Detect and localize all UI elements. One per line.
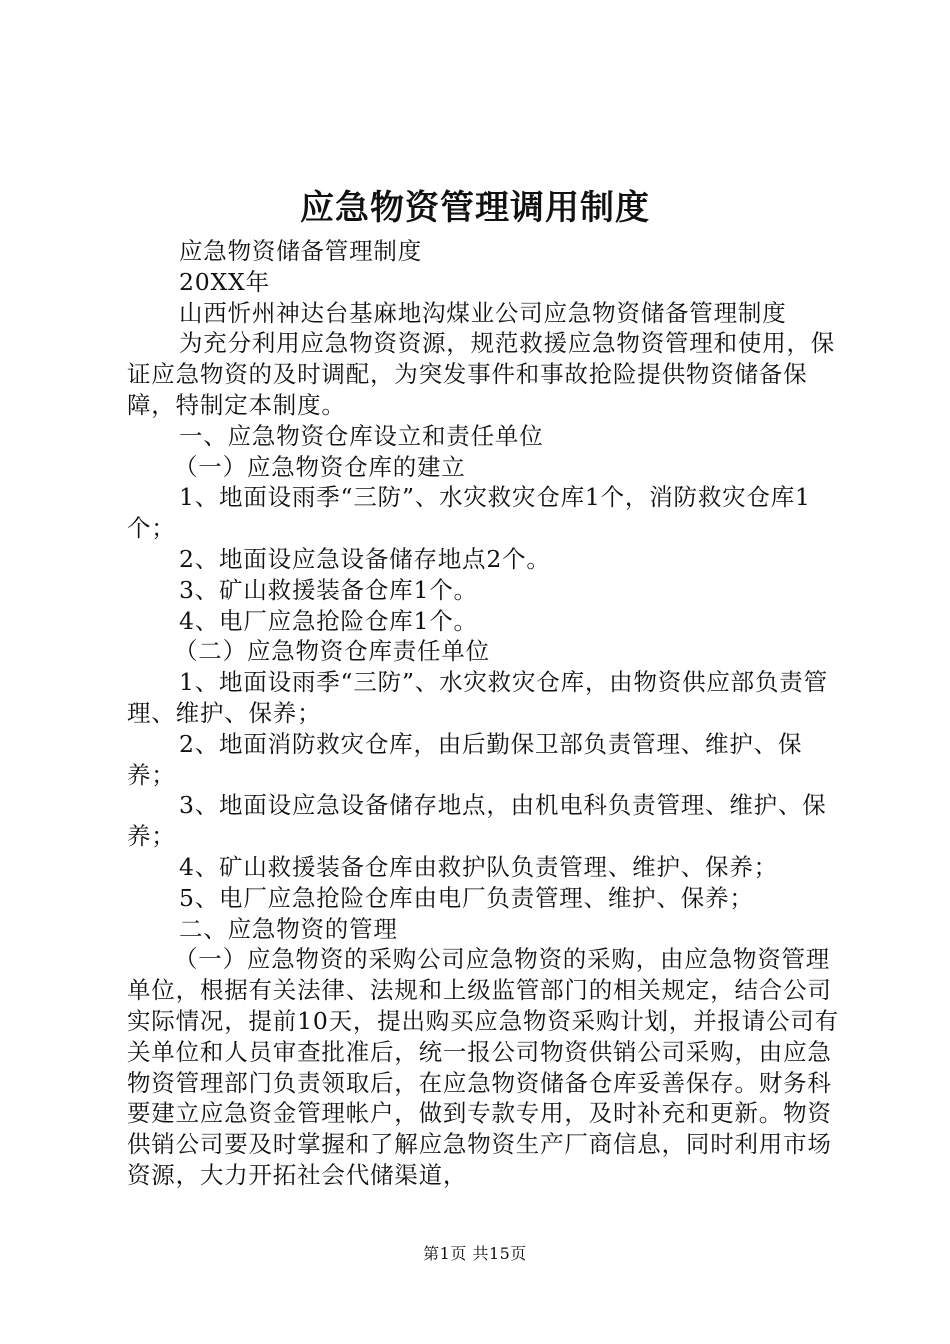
paragraph: （一）应急物资的采购公司应急物资的采购，由应急物资管理单位，根据有关法律、法规和上级监管部门的相关规定，结合公司实际情况，提前10天，提出购买应急物资采购计划，并报请公司有关单位和人员审查批准后，统一报公司物资供销公司采购，由应急物资管理部门负责领取后，在应急物资储备仓库妥善保存。财务科要建立应急资金管理帐户，做到专款专用，及时补充和更新。物资供销公司要及时掌握和了解应急物资生产厂商信息，同时利用市场资源，大力开拓社会代储渠道， <box>127 945 839 1189</box>
page-footer: 第1页 共15页 <box>423 1244 527 1263</box>
paragraph: 3、矿山救援装备仓库1个。 <box>179 575 478 604</box>
paragraph: 4、电厂应急抢险仓库1个。 <box>179 606 478 635</box>
paragraph: 二、应急物资的管理 <box>179 914 398 943</box>
paragraph: 4、矿山救援装备仓库由救护队负责管理、维护、保养； <box>179 852 778 881</box>
paragraph: 山西忻州神达台基麻地沟煤业公司应急物资储备管理制度 <box>179 298 787 327</box>
page-title: 应急物资管理调用制度 <box>300 188 650 228</box>
document-body <box>127 236 847 1191</box>
paragraph: 5、电厂应急抢险仓库由电厂负责管理、维护、保养； <box>179 883 754 912</box>
paragraph: 20XX年 <box>179 267 270 296</box>
paragraph: 1、地面设雨季“三防”、水灾救灾仓库，由物资供应部负责管理、维护、保养； <box>127 668 828 727</box>
paragraph: （一）应急物资仓库的建立 <box>174 452 466 481</box>
paragraph: 一、应急物资仓库设立和责任单位 <box>179 421 544 450</box>
paragraph: 1、地面设雨季“三防”、水灾救灾仓库1个，消防救灾仓库1个； <box>127 483 811 543</box>
paragraph: 2、地面消防救灾仓库，由后勤保卫部负责管理、维护、保养； <box>127 729 803 789</box>
paragraph: 为充分利用应急物资资源，规范救援应急物资管理和使用，保证应急物资的及时调配，为突发事件和事故抢险提供物资储备保障，特制定本制度。 <box>127 329 836 419</box>
paragraph: 3、地面设应急设备储存地点，由机电科负责管理、维护、保养； <box>127 791 827 851</box>
paragraph: 应急物资储备管理制度 <box>179 237 422 265</box>
paragraph: （二）应急物资仓库责任单位 <box>174 637 490 666</box>
paragraph: 2、地面设应急设备储存地点2个。 <box>179 544 551 573</box>
